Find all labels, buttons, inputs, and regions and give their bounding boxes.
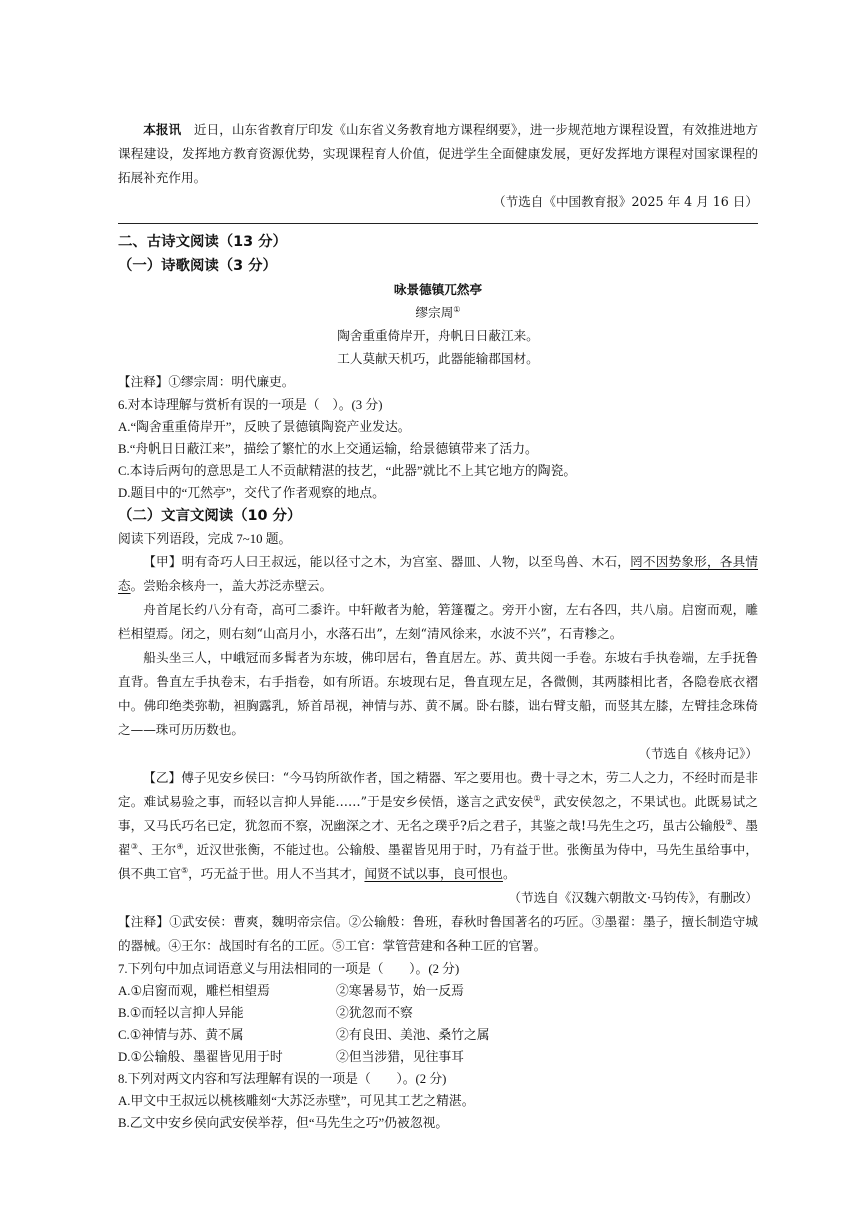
jia-paragraph-2: 舟首尾长约八分有奇，高可二黍许。中轩敞者为舱，箬篷覆之。旁开小窗，左右各四，共八扇。启窗而观，雕栏相望焉。闭之，则右刻“山高月小，水落石出”，左刻“清风徐来，水波不兴”，石青糁之。 [118, 602, 758, 641]
q7-option-a2: ②寒暑易节，始一反焉 [336, 984, 464, 998]
q7-option-c2: ②有良田、美池、桑竹之属 [336, 1028, 490, 1042]
q8-option-b: B.乙文中安乡侯向武安侯举荐，但“马先生之巧”仍被忽视。 [118, 1116, 449, 1130]
jia-paragraph-3: 船头坐三人，中峨冠而多髯者为东坡，佛印居右，鲁直居左。苏、黄共阅一手卷。东坡右手执卷端，左手抚鲁直背。鲁直左手执卷末，右手指卷，如有所语。东坡现右足，鲁直现左足，各微侧，其两膝相比者，各隐卷底衣褶中。佛印绝类弥勒，袒胸露乳，矫首昂视，神情与苏、黄不属。卧右膝，诎右臂支船，而竖其左膝，左臂挂念珠倚之——珠可历历数也。 [118, 650, 758, 737]
q7-option-a1: A.①启窗而观，雕栏相望焉 [118, 984, 270, 998]
yi-source: （节选自《汉魏六朝散文·马钧传》，有删改） [508, 890, 758, 905]
news-label: 本报讯 [143, 122, 182, 137]
q7-option-c1: C.①神情与苏、黄不属 [118, 1028, 244, 1042]
news-body: 近日，山东省教育厅印发《山东省义务教育地方课程纲要》，进一步规范地方课程设置，有效推进地方课程建设，发挥地方教育资源优势，实现课程育人价值，促进学生全面健康发展，更好发挥地方课程对国家课程的拓展补充作用。 [118, 122, 759, 185]
underlined-sentence: 闻贤不试以事，良可恨也 [364, 866, 503, 881]
yi-paragraph: 【乙】傅子见安乡侯曰：“今马钧所欲作者，国之精器、军之要用也。费十寻之木，劳二人之力，不经时而是非定。难试易验之事，而轻以言抑人异能……”于是安乡侯悟，遂言之武安侯①，武安侯忽之，不果试也。此既易试之事，又马氏巧名已定，犹忽而不察，况幽深之才、无名之璞乎?后之君子，其鉴之哉!马先生之巧，虽古公输般②、墨翟③、王尔④，近汉世张衡，不能过也。公输般、墨翟皆见用于时，乃有益于世。张衡虽为侍中，马先生虽给事中，俱不典工官⑤，巧无益于世。用人不当其才，闻贤不试以事，良可恨也。 [118, 770, 759, 881]
jia-paragraph-1: 【甲】明有奇巧人曰王叔远，能以径寸之木，为宫室、器皿、人物，以至鸟兽、木石，罔不因势象形，各具情态。尝贻余核舟一，盖大苏泛赤壁云。 [118, 554, 759, 593]
part2-heading: （二）文言文阅读（10 分） [118, 508, 302, 524]
q6-option-d: D.题目中的“兀然亭”，交代了作者观察的地点。 [118, 486, 385, 500]
poem-line-1: 陶舍重重倚岸开，舟帆日日蔽江来。 [337, 328, 539, 343]
poem-author: 缪宗周① [415, 304, 461, 320]
q7-option-d2: ②但当涉猎，见往事耳 [336, 1050, 464, 1064]
q8-stem: 8.下列对两文内容和写法理解有误的一项是（ ）。(2 分) [118, 1072, 447, 1086]
q6-stem: 6.对本诗理解与赏析有误的一项是（ ）。(3 分) [118, 398, 383, 412]
divider [118, 223, 758, 224]
yi-note: 【注释】①武安侯：曹爽，魏明帝宗信。②公输般：鲁班，春秋时鲁国著名的巧匠。③墨翟：墨子，擅长制造守城的器械。④王尔：战国时有名的工匠。⑤工官：掌管营建和各种工匠的官署。 [118, 914, 758, 953]
q8-option-a: A.甲文中王叔远以桃核雕刻“大苏泛赤壁”，可见其工艺之精湛。 [118, 1094, 475, 1108]
q7-option-b1: B.①而轻以言抑人异能 [118, 1006, 244, 1020]
poem-note: 【注释】①缪宗周：明代廉吏。 [118, 374, 295, 389]
exam-page [118, 118, 758, 1134]
jia-source: （节选自《核舟记》） [638, 746, 758, 761]
poem-title: 咏景德镇兀然亭 [393, 282, 483, 297]
part1-heading: （一）诗歌阅读（3 分） [118, 258, 277, 274]
q6-option-a: A.“陶舍重重倚岸开”，反映了景德镇陶瓷产业发达。 [118, 420, 411, 434]
q7-options [118, 980, 758, 1068]
note-mark: ① [453, 304, 461, 314]
reading-instruction: 阅读下列语段，完成 7~10 题。 [118, 532, 292, 546]
news-paragraph [118, 118, 758, 190]
underlined-sentence: 罔不因势象形，各具情态 [118, 554, 759, 593]
q6-option-c: C.本诗后两句的意思是工人不贡献精湛的技艺，“此器”就比不上其它地方的陶瓷。 [118, 464, 577, 478]
q7-option-d1: D.①公输般、墨翟皆见用于时 [118, 1050, 283, 1064]
news-source: （节选自《中国教育报》2025 年 4 月 16 日） [492, 194, 758, 209]
poem-line-2: 工人莫献天机巧，此器能输郡国材。 [337, 351, 539, 366]
q7-option-b2: ②犹忽而不察 [336, 1006, 413, 1020]
q7-stem: 7.下列句中加点词语意义与用法相同的一项是（ ）。(2 分) [118, 962, 460, 976]
q6-option-b: B.“舟帆日日蔽江来”，描绘了繁忙的水上交通运输，给景德镇带来了活力。 [118, 442, 538, 456]
section-heading: 二、古诗文阅读（13 分） [118, 234, 287, 250]
